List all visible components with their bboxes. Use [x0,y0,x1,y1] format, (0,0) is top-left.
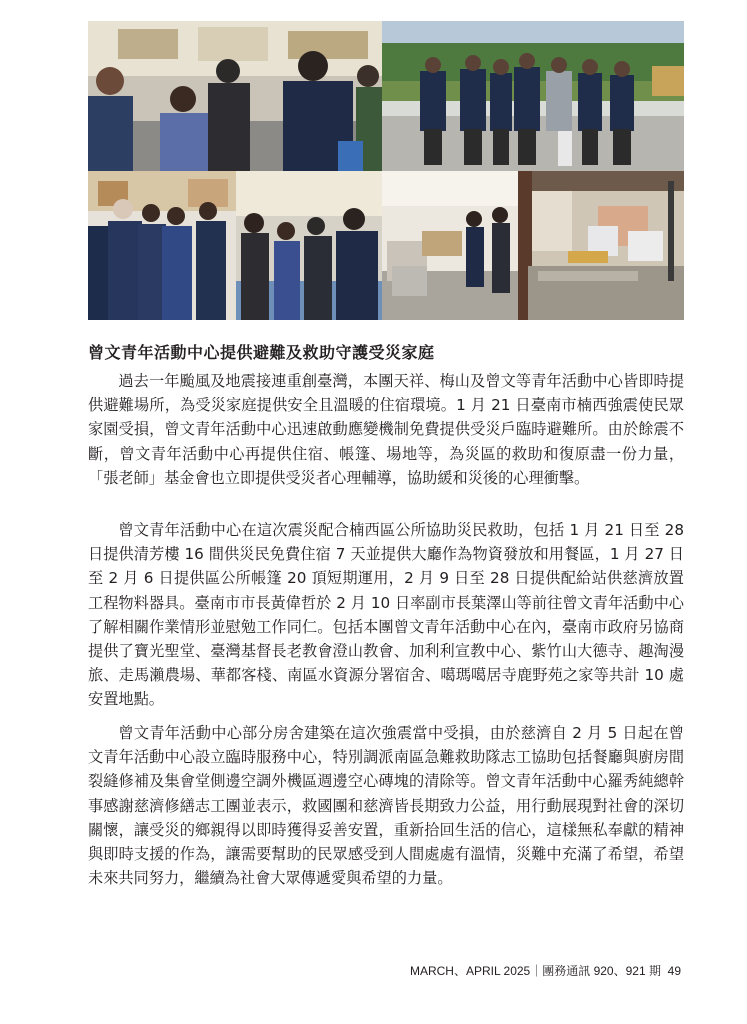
article-title: 曾文青年活動中心提供避難及救助守護受災家庭 [88,343,435,362]
page-number: 49 [667,964,681,978]
publication-name: 團務通訊 920、921 期 [542,964,661,978]
photo-group-outdoor [382,21,684,171]
article-paragraph: 曾文青年活動中心部分房舍建築在這次強震當中受損，由於慈濟自 2 月 5 日起在曾文青年活動中心設立臨時服務中心，特別調派南區急難救助隊志工協助包括餐廳與廚房間裂縫修補及集會堂側邊空調外機區週邊空心磚塊的清除等。曾文青年活動中心羅秀純總幹事感謝慈濟修繕志工團並表示，救國團和慈濟皆長期致力公益，用行動展現對社會的深切關懷，讓受災的鄉親得以即時獲得妥善安置，重新拾回生活的信心，這樣無私奉獻的精神與即時支援的作為，讓需要幫助的民眾感受到人間處處有溫情，災難中充滿了希望，希望未來共同努力，繼續為社會大眾傳遞愛與希望的力量。 [88,724,684,888]
issue-date: MARCH、APRIL 2025 [409,964,531,978]
footer-separator: ｜ [530,964,543,978]
photo-supply-hall [382,171,518,320]
photo-damaged-building [518,171,684,320]
photo-officials-greeting [88,21,382,171]
photo-indoor-conversation [236,171,382,320]
page-footer [410,962,681,979]
article-paragraph: 曾文青年活動中心在這次震災配合楠西區公所協助災民救助，包括 1 月 21 日至 28 日提供清芳樓 16 間供災民免費住宿 7 天並提供大廳作為物資發放和用餐區，1 月 27 日至 2 月 6 日提供區公所帳篷 20 頂短期運用，2 月 9 日至 28 日提供配給站供慈濟放置工程物料器具。臺南市市長黃偉哲於 2 月 10 日率副市長葉澤山等前往曾文青年活動中心了解相關作業情形並慰勉工作同仁。包括本團曾文青年活動中心在內，臺南市政府另協商提供了寶光聖堂、臺灣基督長老教會澄山教會、加利利宣教中心、紫竹山大德寺、趣淘漫旅、走馬瀨農場、華都客棧、南區水資源分署宿舍、噶瑪噶居寺鹿野苑之家等共計 10 處安置地點。 [88,521,684,709]
photo-officials-line [88,171,236,320]
article-paragraph: 過去一年颱風及地震接連重創臺灣，本團天祥、梅山及曾文等青年活動中心皆即時提供避難場所，為受災家庭提供安全且溫暖的住宿環境。1 月 21 日臺南市楠西強震使民眾家園受損，曾文青年活動中心迅速啟動應變機制免費提供受災戶臨時避難所。由於餘震不斷，曾文青年活動中心再提供住宿、帳篷、場地等，為災區的救助和復原盡一份力量，「張老師」基金會也立即提供受災者心理輔導，協助緩和災後的心理衝擊。 [88,372,684,487]
